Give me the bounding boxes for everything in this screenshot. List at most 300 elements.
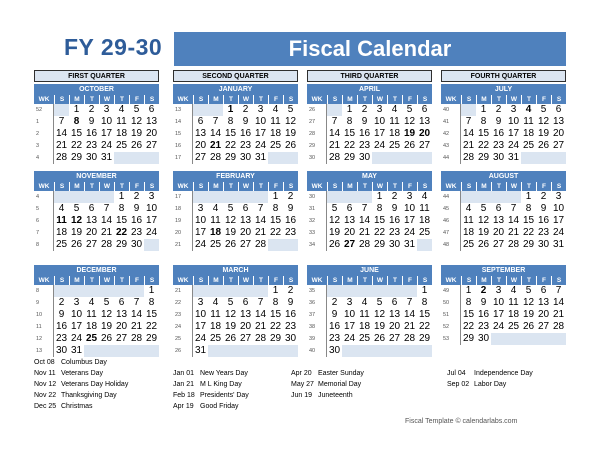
day-cell: 17 bbox=[254, 128, 267, 139]
empty-day-cell bbox=[238, 191, 253, 203]
weekday-header-row bbox=[307, 182, 432, 191]
month-august bbox=[441, 171, 566, 251]
day-cell: 12 bbox=[522, 297, 535, 308]
day-cell: 13 bbox=[115, 309, 128, 320]
month-name: OCTOBER bbox=[34, 84, 159, 95]
quarter-header-4: FOURTH QUARTER bbox=[441, 70, 566, 82]
day-cell: 28 bbox=[55, 152, 68, 163]
day-cell: 9 bbox=[133, 203, 140, 214]
empty-day-cell bbox=[268, 239, 283, 251]
day-cell: 12 bbox=[224, 215, 237, 226]
holiday-name: Juneteenth bbox=[318, 392, 353, 399]
day-cell: 5 bbox=[133, 104, 140, 115]
week-row bbox=[441, 104, 566, 116]
weekday-letter: T bbox=[223, 182, 238, 191]
week-number: 52 bbox=[441, 321, 461, 333]
day-cell: 12 bbox=[328, 215, 341, 226]
day-cell: 22 bbox=[462, 321, 475, 332]
weekday-letter: F bbox=[129, 182, 144, 191]
weekday-letter: T bbox=[223, 276, 238, 285]
week-number: 26 bbox=[173, 345, 193, 357]
holiday-item bbox=[291, 368, 364, 379]
weekday-letter: T bbox=[84, 276, 99, 285]
holiday-list-q1 bbox=[34, 357, 128, 412]
day-cell: 5 bbox=[227, 203, 234, 214]
weekday-letter: F bbox=[268, 182, 283, 191]
weekday-header-row bbox=[441, 95, 566, 104]
empty-day-cell bbox=[84, 191, 99, 203]
day-cell: 18 bbox=[388, 128, 401, 139]
day-cell: 15 bbox=[70, 128, 83, 139]
wk-label: WK bbox=[173, 182, 193, 191]
day-cell: 30 bbox=[537, 239, 550, 250]
weekday-letter: W bbox=[238, 95, 253, 104]
week-number: 24 bbox=[173, 321, 193, 333]
day-cell: 27 bbox=[418, 140, 431, 151]
holiday-date: Nov 22 bbox=[34, 392, 57, 399]
day-cell: 19 bbox=[403, 128, 416, 139]
day-cell: 26 bbox=[70, 239, 83, 250]
day-cell: 21 bbox=[403, 321, 416, 332]
day-cell: 25 bbox=[358, 333, 371, 344]
day-cell: 5 bbox=[227, 297, 234, 308]
week-row bbox=[34, 239, 159, 251]
empty-day-cell bbox=[208, 345, 223, 357]
week-number: 3 bbox=[34, 140, 54, 152]
day-cell: 15 bbox=[343, 128, 356, 139]
day-cell: 9 bbox=[331, 309, 338, 320]
day-cell: 26 bbox=[130, 140, 143, 151]
week-row bbox=[441, 285, 566, 297]
day-cell: 16 bbox=[537, 215, 550, 226]
week-number: 44 bbox=[441, 152, 461, 164]
day-cell: 2 bbox=[88, 104, 95, 115]
day-cell: 25 bbox=[115, 140, 128, 151]
empty-day-cell bbox=[283, 239, 298, 251]
day-cell: 12 bbox=[537, 116, 550, 127]
week-number: 12 bbox=[34, 333, 54, 345]
holiday-date: Apr 19 bbox=[173, 403, 194, 410]
wk-label: WK bbox=[34, 95, 54, 104]
wk-label: WK bbox=[441, 95, 461, 104]
day-cell: 5 bbox=[331, 203, 338, 214]
weekday-letter: T bbox=[491, 276, 506, 285]
weekday-letter: M bbox=[208, 95, 223, 104]
week-number: 4 bbox=[34, 191, 54, 203]
empty-day-cell bbox=[327, 104, 342, 116]
holiday-date: Sep 02 bbox=[447, 381, 470, 388]
day-cell: 11 bbox=[523, 116, 534, 127]
day-cell: 25 bbox=[462, 239, 475, 250]
day-cell: 4 bbox=[88, 297, 95, 308]
day-cell: 17 bbox=[403, 215, 416, 226]
month-name: SEPTEMBER bbox=[441, 265, 566, 276]
empty-day-cell bbox=[521, 333, 536, 345]
holiday-date: Nov 12 bbox=[34, 381, 57, 388]
week-row bbox=[441, 128, 566, 140]
day-cell: 24 bbox=[194, 333, 207, 344]
day-cell: 21 bbox=[254, 227, 267, 238]
week-row bbox=[34, 140, 159, 152]
day-cell: 6 bbox=[118, 297, 125, 308]
day-cell: 2 bbox=[133, 191, 140, 202]
day-cell: 18 bbox=[358, 321, 371, 332]
month-name: FEBRUARY bbox=[173, 171, 298, 182]
weekday-letter: W bbox=[506, 95, 521, 104]
day-cell: 14 bbox=[55, 128, 68, 139]
day-cell: 20 bbox=[388, 321, 401, 332]
empty-day-cell bbox=[327, 285, 342, 297]
quarter-header-1: FIRST QUARTER bbox=[34, 70, 159, 82]
day-cell: 4 bbox=[212, 203, 219, 214]
empty-day-cell bbox=[506, 333, 521, 345]
weekday-header-row bbox=[34, 182, 159, 191]
day-cell: 15 bbox=[477, 128, 490, 139]
empty-day-cell bbox=[357, 191, 372, 203]
day-cell: 8 bbox=[148, 297, 155, 308]
empty-day-cell bbox=[223, 285, 238, 297]
empty-day-cell bbox=[208, 191, 223, 203]
week-row bbox=[34, 116, 159, 128]
day-cell: 30 bbox=[130, 239, 143, 250]
holiday-name: Veterans Day Holiday bbox=[61, 381, 129, 388]
day-cell: 30 bbox=[85, 152, 98, 163]
day-cell: 16 bbox=[130, 215, 143, 226]
day-cell: 20 bbox=[115, 321, 128, 332]
day-cell: 4 bbox=[465, 203, 472, 214]
holiday-item bbox=[34, 368, 128, 379]
day-cell: 28 bbox=[100, 239, 113, 250]
holiday-name: Easter Sunday bbox=[318, 370, 364, 377]
weekday-letter: S bbox=[461, 182, 476, 191]
day-cell: 23 bbox=[537, 227, 550, 238]
day-cell: 7 bbox=[212, 116, 219, 127]
wk-label: WK bbox=[441, 182, 461, 191]
day-cell: 3 bbox=[73, 297, 80, 308]
weekday-letter: S bbox=[193, 95, 208, 104]
empty-day-cell bbox=[342, 285, 357, 297]
day-cell: 21 bbox=[462, 140, 475, 151]
day-cell: 14 bbox=[358, 215, 371, 226]
day-cell: 28 bbox=[254, 239, 267, 250]
holiday-item bbox=[173, 368, 249, 379]
day-cell: 12 bbox=[70, 215, 83, 226]
weekday-letter: F bbox=[536, 182, 551, 191]
day-cell: 26 bbox=[224, 239, 237, 250]
week-number: 49 bbox=[441, 285, 461, 297]
day-cell: 6 bbox=[391, 297, 398, 308]
day-cell: 3 bbox=[103, 104, 110, 115]
week-number: 43 bbox=[441, 140, 461, 152]
week-number: 30 bbox=[307, 152, 327, 164]
weekday-letter: S bbox=[54, 95, 69, 104]
day-cell: 24 bbox=[145, 227, 158, 238]
weekday-letter: T bbox=[114, 182, 129, 191]
day-cell: 31 bbox=[100, 152, 113, 163]
day-cell: 20 bbox=[85, 227, 98, 238]
day-cell: 16 bbox=[239, 128, 252, 139]
month-name: JULY bbox=[441, 84, 566, 95]
weekday-letter: W bbox=[506, 182, 521, 191]
wk-label: WK bbox=[34, 182, 54, 191]
day-cell: 9 bbox=[287, 203, 294, 214]
holiday-item bbox=[291, 390, 364, 401]
holiday-item bbox=[34, 401, 128, 412]
day-cell: 3 bbox=[346, 297, 353, 308]
week-number: 26 bbox=[307, 104, 327, 116]
day-cell: 9 bbox=[480, 297, 487, 308]
week-row bbox=[34, 191, 159, 203]
week-row bbox=[173, 345, 298, 357]
week-row bbox=[441, 297, 566, 309]
day-cell: 10 bbox=[100, 116, 113, 127]
holiday-name: Presidents' Day bbox=[200, 392, 249, 399]
week-row bbox=[441, 227, 566, 239]
day-cell: 1 bbox=[272, 191, 279, 202]
week-number: 29 bbox=[307, 140, 327, 152]
day-cell: 25 bbox=[55, 239, 68, 250]
day-cell: 24 bbox=[343, 333, 356, 344]
empty-day-cell bbox=[253, 345, 268, 357]
empty-day-cell bbox=[253, 191, 268, 203]
empty-day-cell bbox=[268, 345, 283, 357]
day-cell: 17 bbox=[343, 321, 356, 332]
holiday-date: Nov 11 bbox=[34, 370, 56, 377]
empty-day-cell bbox=[99, 345, 114, 357]
day-cell: 9 bbox=[88, 116, 95, 127]
empty-day-cell bbox=[193, 191, 208, 203]
week-number: 40 bbox=[441, 104, 461, 116]
week-number: 34 bbox=[307, 239, 327, 251]
week-number: 10 bbox=[34, 309, 54, 321]
day-cell: 27 bbox=[115, 333, 128, 344]
week-row bbox=[441, 140, 566, 152]
week-row bbox=[173, 140, 298, 152]
weekday-letter: T bbox=[387, 95, 402, 104]
empty-day-cell bbox=[54, 285, 69, 297]
day-cell: 7 bbox=[257, 297, 264, 308]
day-cell: 18 bbox=[418, 215, 431, 226]
day-cell: 22 bbox=[269, 321, 282, 332]
weekday-letter: S bbox=[551, 95, 566, 104]
empty-day-cell bbox=[372, 285, 387, 297]
day-cell: 17 bbox=[100, 128, 113, 139]
day-cell: 29 bbox=[522, 239, 535, 250]
holiday-item bbox=[291, 379, 364, 390]
holiday-name: Good Friday bbox=[200, 403, 239, 410]
day-cell: 1 bbox=[272, 285, 279, 296]
day-cell: 5 bbox=[525, 285, 532, 296]
day-cell: 19 bbox=[522, 309, 535, 320]
day-cell: 21 bbox=[328, 140, 341, 151]
week-number: 13 bbox=[173, 104, 193, 116]
day-cell: 27 bbox=[343, 239, 356, 250]
day-cell: 29 bbox=[477, 152, 490, 163]
month-name: JANUARY bbox=[173, 84, 298, 95]
holiday-item bbox=[173, 401, 249, 412]
day-cell: 22 bbox=[115, 227, 128, 238]
day-cell: 13 bbox=[552, 116, 565, 127]
day-cell: 19 bbox=[477, 227, 490, 238]
week-row bbox=[307, 297, 432, 309]
day-cell: 14 bbox=[552, 297, 565, 308]
quarter-header-3: THIRD QUARTER bbox=[307, 70, 432, 82]
day-cell: 26 bbox=[522, 321, 535, 332]
week-row bbox=[34, 128, 159, 140]
week-number: 30 bbox=[307, 191, 327, 203]
day-cell: 4 bbox=[212, 297, 219, 308]
week-row bbox=[173, 104, 298, 116]
day-cell: 3 bbox=[197, 297, 204, 308]
holiday-item bbox=[34, 379, 128, 390]
holiday-list-q2 bbox=[173, 368, 249, 412]
weekday-letter: S bbox=[54, 276, 69, 285]
holiday-name: Memorial Day bbox=[318, 381, 362, 388]
day-cell: 15 bbox=[145, 309, 158, 320]
day-cell: 16 bbox=[358, 128, 371, 139]
weekday-letter: S bbox=[54, 182, 69, 191]
weekday-header-row bbox=[307, 276, 432, 285]
day-cell: 7 bbox=[331, 116, 338, 127]
empty-day-cell bbox=[129, 345, 144, 357]
empty-day-cell bbox=[342, 191, 357, 203]
week-number: 7 bbox=[34, 227, 54, 239]
week-number: 14 bbox=[173, 116, 193, 128]
week-number: 42 bbox=[441, 128, 461, 140]
day-cell: 18 bbox=[507, 309, 520, 320]
week-number: 41 bbox=[441, 116, 461, 128]
empty-day-cell bbox=[129, 152, 144, 164]
empty-day-cell bbox=[193, 285, 208, 297]
day-cell: 20 bbox=[537, 309, 550, 320]
week-row bbox=[34, 309, 159, 321]
day-cell: 10 bbox=[70, 309, 83, 320]
weekday-header-row bbox=[173, 182, 298, 191]
weekday-letter: S bbox=[327, 182, 342, 191]
day-cell: 13 bbox=[85, 215, 98, 226]
day-cell: 4 bbox=[510, 285, 517, 296]
holiday-date: Feb 18 bbox=[173, 392, 195, 399]
page-title: Fiscal Calendar bbox=[174, 32, 566, 66]
empty-day-cell bbox=[129, 285, 144, 297]
day-cell: 25 bbox=[388, 140, 401, 151]
day-cell: 7 bbox=[361, 203, 368, 214]
week-row bbox=[307, 116, 432, 128]
day-cell: 22 bbox=[522, 227, 535, 238]
weekday-letter: M bbox=[476, 182, 491, 191]
week-row bbox=[34, 345, 159, 357]
week-row bbox=[441, 321, 566, 333]
day-cell: 9 bbox=[361, 116, 368, 127]
day-cell: 15 bbox=[418, 309, 431, 320]
weekday-letter: T bbox=[491, 182, 506, 191]
weekday-letter: W bbox=[99, 95, 114, 104]
day-cell: 20 bbox=[343, 227, 356, 238]
day-cell: 9 bbox=[58, 309, 65, 320]
day-cell: 14 bbox=[462, 128, 475, 139]
day-cell: 18 bbox=[209, 227, 222, 238]
weekday-letter: M bbox=[476, 95, 491, 104]
day-cell: 5 bbox=[287, 104, 294, 115]
day-cell: 26 bbox=[100, 333, 113, 344]
day-cell: 23 bbox=[85, 140, 98, 151]
day-cell: 21 bbox=[55, 140, 68, 151]
weekday-letter: S bbox=[144, 95, 159, 104]
empty-day-cell bbox=[402, 345, 417, 357]
day-cell: 11 bbox=[389, 116, 400, 127]
week-row bbox=[307, 227, 432, 239]
weekday-letter: S bbox=[283, 95, 298, 104]
wk-label: WK bbox=[307, 95, 327, 104]
weekday-letter: F bbox=[402, 95, 417, 104]
day-cell: 10 bbox=[492, 297, 505, 308]
day-cell: 12 bbox=[477, 215, 490, 226]
day-cell: 11 bbox=[463, 215, 474, 226]
week-number: 5 bbox=[34, 203, 54, 215]
day-cell: 13 bbox=[239, 309, 252, 320]
day-cell: 7 bbox=[555, 285, 562, 296]
day-cell: 20 bbox=[194, 140, 207, 151]
day-cell: 18 bbox=[55, 227, 68, 238]
day-cell: 9 bbox=[495, 116, 502, 127]
week-row bbox=[307, 128, 432, 140]
weekday-letter: F bbox=[268, 276, 283, 285]
week-row bbox=[441, 116, 566, 128]
holiday-name: Christmas bbox=[61, 403, 93, 410]
week-number: 8 bbox=[34, 285, 54, 297]
day-cell: 7 bbox=[257, 203, 264, 214]
day-cell: 9 bbox=[287, 297, 294, 308]
weekday-letter: S bbox=[144, 276, 159, 285]
week-number: 17 bbox=[173, 191, 193, 203]
day-cell: 18 bbox=[522, 128, 535, 139]
day-cell: 26 bbox=[224, 333, 237, 344]
weekday-header-row bbox=[307, 95, 432, 104]
empty-day-cell bbox=[69, 285, 84, 297]
holiday-list-q3 bbox=[291, 368, 364, 401]
day-cell: 15 bbox=[373, 215, 386, 226]
weekday-header-row bbox=[173, 276, 298, 285]
weekday-letter: M bbox=[476, 276, 491, 285]
weekday-header-row bbox=[441, 276, 566, 285]
day-cell: 30 bbox=[477, 333, 490, 344]
day-cell: 8 bbox=[272, 203, 279, 214]
day-cell: 30 bbox=[492, 152, 505, 163]
weekday-letter: S bbox=[417, 95, 432, 104]
week-number: 45 bbox=[441, 203, 461, 215]
day-cell: 22 bbox=[145, 321, 158, 332]
week-number: 36 bbox=[307, 297, 327, 309]
day-cell: 29 bbox=[462, 333, 475, 344]
day-cell: 25 bbox=[209, 333, 222, 344]
day-cell: 2 bbox=[242, 104, 249, 115]
day-cell: 2 bbox=[391, 191, 398, 202]
wk-label: WK bbox=[34, 276, 54, 285]
weekday-letter: T bbox=[223, 95, 238, 104]
day-cell: 12 bbox=[224, 309, 237, 320]
empty-day-cell bbox=[491, 191, 506, 203]
empty-day-cell bbox=[372, 345, 387, 357]
week-number: 16 bbox=[173, 140, 193, 152]
day-cell: 23 bbox=[284, 321, 297, 332]
day-cell: 18 bbox=[269, 128, 282, 139]
wk-label: WK bbox=[307, 182, 327, 191]
day-cell: 16 bbox=[328, 321, 341, 332]
weekday-letter: T bbox=[357, 182, 372, 191]
empty-day-cell bbox=[283, 152, 298, 164]
week-row bbox=[441, 191, 566, 203]
week-number: 21 bbox=[173, 239, 193, 251]
